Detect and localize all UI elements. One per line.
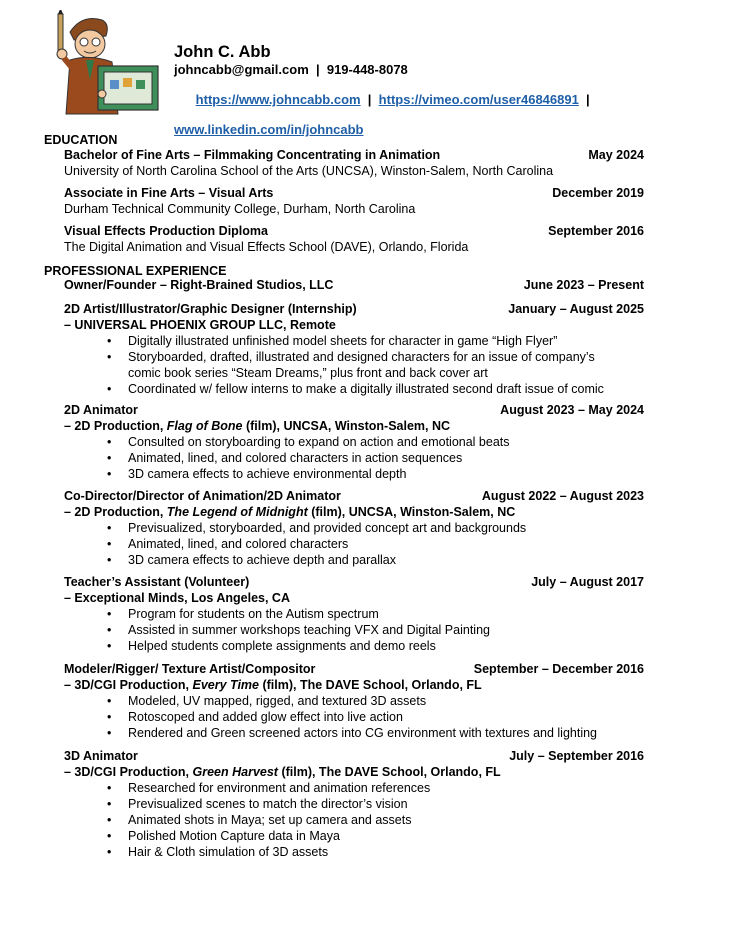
employer-prefix: – 3D/CGI Production, (64, 678, 193, 692)
job-title: Modeler/Rigger/ Texture Artist/Compositor (64, 662, 316, 676)
bullet-item: • Consulted on storyboarding to expand on action and emotional beats (64, 434, 644, 450)
bullet-continuation: comic book series “Steam Dreams,” plus front and back cover art (128, 366, 488, 380)
school-name: University of North Carolina School of the Arts (UNCSA), Winston-Salem, North Carolina (64, 164, 554, 178)
job-title: Teacher’s Assistant (Volunteer) (64, 575, 250, 589)
education-entry (64, 223, 644, 255)
job-bullets (64, 520, 644, 568)
experience-heading: PROFESSIONAL EXPERIENCE (44, 264, 227, 278)
school-name: The Digital Animation and Visual Effects School (DAVE), Orlando, Florida (64, 240, 469, 254)
degree-date: December 2019 (552, 186, 644, 200)
bullet-item: • Animated, lined, and colored characters (64, 536, 644, 552)
bullet-item: • Previsualized, storyboarded, and provided concept art and backgrounds (64, 520, 644, 536)
job-entry (64, 402, 644, 482)
job-entry (64, 301, 644, 397)
job-title: 3D Animator (64, 749, 138, 763)
education-entry (64, 147, 644, 179)
bullet-item: • Animated, lined, and colored characters in action sequences (64, 450, 644, 466)
job-date: July – August 2017 (531, 575, 644, 589)
linkedin-link[interactable]: www.linkedin.com/in/johncabb (174, 122, 364, 137)
employer-suffix: (film), The DAVE School, Orlando, FL (258, 678, 482, 692)
employer-prefix: – 3D/CGI Production, (64, 765, 193, 779)
film-title: Green Harvest (192, 765, 278, 779)
employer-suffix: (film), The DAVE School, Orlando, FL (277, 765, 501, 779)
job-title: 2D Animator (64, 403, 138, 417)
bullet-item: • Rotoscoped and added glow effect into live action (64, 709, 644, 725)
bullet-item: • Hair & Cloth simulation of 3D assets (64, 844, 644, 860)
job-date: September – December 2016 (473, 662, 644, 676)
job-employer (64, 504, 644, 520)
job-employer (64, 764, 644, 780)
bullet-item: • Animated shots in Maya; set up camera and assets (64, 812, 644, 828)
job-entry (64, 488, 644, 568)
job-date: July – September 2016 (509, 749, 644, 763)
bullet-item: • 3D camera effects to achieve depth and parallax (64, 552, 644, 568)
cartoon-artist-logo (40, 10, 165, 120)
bullet-item: • Storyboarded, drafted, illustrated and designed characters for an issue of company’s (64, 349, 644, 365)
bullet-item: • Polished Motion Capture data in Maya (64, 828, 644, 844)
bullet-item: • Program for students on the Autism spectrum (64, 606, 644, 622)
employer-prefix: – 2D Production, (64, 419, 167, 433)
education-heading: EDUCATION (44, 133, 118, 147)
job-employer: – Exceptional Minds, Los Angeles, CA (64, 591, 290, 605)
job-bullets (64, 606, 644, 654)
job-date: August 2023 – May 2024 (500, 403, 644, 417)
bullet-item: • Assisted in summer workshops teaching VFX and Digital Painting (64, 622, 644, 638)
bullet-item: • Researched for environment and animation references (64, 780, 644, 796)
vimeo-link[interactable]: https://vimeo.com/user46846891 (378, 92, 579, 107)
school-name: Durham Technical Community College, Durham, North Carolina (64, 202, 416, 216)
job-entry (64, 748, 644, 860)
job-title: 2D Artist/Illustrator/Graphic Designer (Internship) (64, 302, 357, 316)
job-employer (64, 418, 644, 434)
degree-title: Associate in Fine Arts – Visual Arts (64, 186, 274, 200)
bullet-item: • Previsualized scenes to match the director’s vision (64, 796, 644, 812)
degree-title: Bachelor of Fine Arts – Filmmaking Concentrating in Animation (64, 148, 441, 162)
owner-entry (64, 277, 644, 293)
link-separator-end: | (578, 92, 590, 107)
website-link[interactable]: https://www.johncabb.com (195, 92, 361, 107)
employer-suffix: (film), UNCSA, Winston-Salem, NC (307, 505, 516, 519)
degree-date: September 2016 (548, 224, 644, 238)
job-employer: – UNIVERSAL PHOENIX GROUP LLC, Remote (64, 318, 336, 332)
bullet-item: • Rendered and Green screened actors into CG environment with textures and lighting (64, 725, 644, 741)
job-bullets (64, 780, 644, 860)
job-bullets (64, 434, 644, 482)
bullet-item: • Helped students complete assignments and demo reels (64, 638, 644, 654)
bullet-item: • Digitally illustrated unfinished model sheets for character in game “High Flyer” (64, 333, 644, 349)
employer-prefix: – 2D Production, (64, 505, 167, 519)
degree-date: May 2024 (588, 148, 644, 162)
bullet-item: • Coordinated w/ fellow interns to make a digitally illustrated second draft issue of comic (64, 381, 644, 397)
job-date: January – August 2025 (508, 302, 644, 316)
job-bullets (64, 333, 644, 397)
degree-title: Visual Effects Production Diploma (64, 224, 268, 238)
link-separator: | (360, 92, 379, 107)
education-entry (64, 185, 644, 217)
contact-line: johncabb@gmail.com | 919-448-8078 (174, 62, 408, 77)
job-entry (64, 574, 644, 654)
contact-header (174, 42, 590, 137)
employer-suffix: (film), UNCSA, Winston-Salem, NC (242, 419, 451, 433)
job-date: June 2023 – Present (523, 278, 644, 292)
job-title: Co-Director/Director of Animation/2D Animator (64, 489, 341, 503)
job-bullets (64, 693, 644, 741)
job-employer (64, 677, 644, 693)
film-title: The Legend of Midnight (166, 505, 308, 519)
film-title: Every Time (192, 678, 259, 692)
film-title: Flag of Bone (166, 419, 243, 433)
bullet-item: • 3D camera effects to achieve environmental depth (64, 466, 644, 482)
candidate-name: John C. Abb (174, 43, 271, 61)
job-date: August 2022 – August 2023 (481, 489, 644, 503)
job-title: Owner/Founder – Right-Brained Studios, LLC (64, 278, 334, 292)
job-entry (64, 661, 644, 741)
bullet-item: • Modeled, UV mapped, rigged, and textured 3D assets (64, 693, 644, 709)
